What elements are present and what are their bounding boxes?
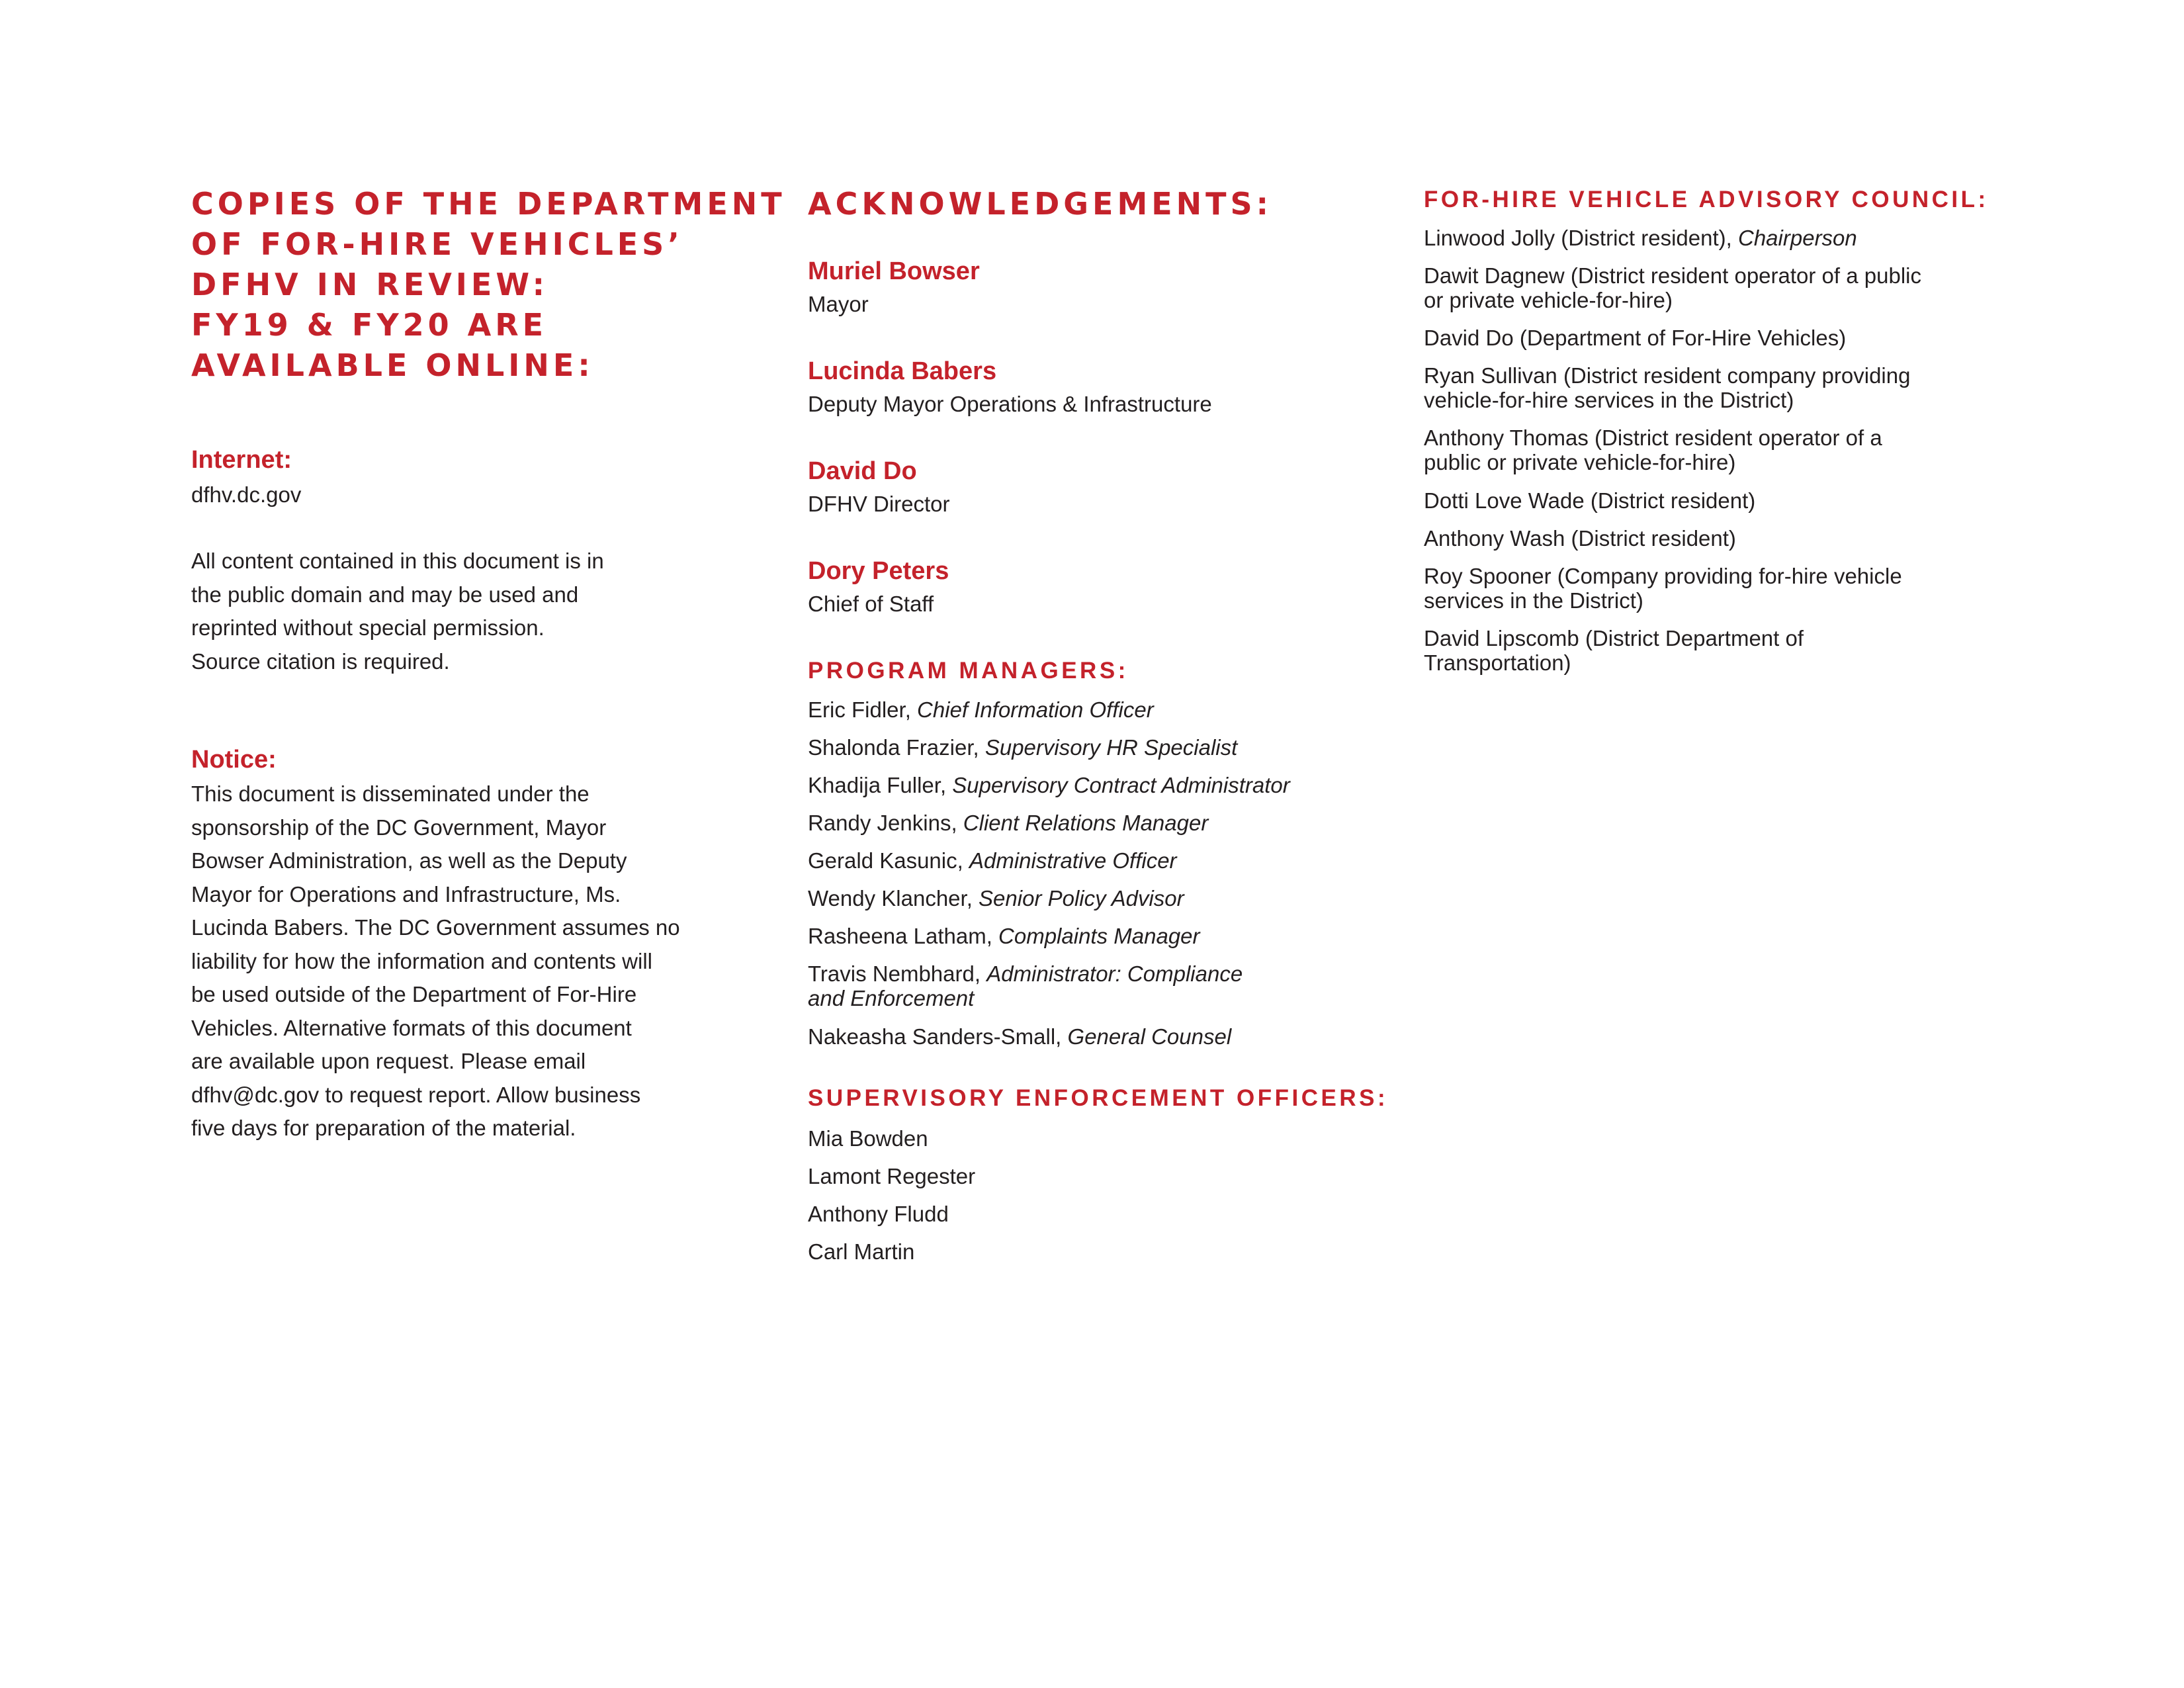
program-manager bbox=[808, 773, 1290, 797]
council-member-line: Ryan Sullivan (District resident company providing bbox=[1424, 363, 1911, 388]
program-manager bbox=[808, 735, 1237, 760]
council-member bbox=[1424, 425, 1882, 474]
council-member bbox=[1424, 326, 1846, 350]
public-domain-line: the public domain and may be used and bbox=[191, 582, 579, 607]
internet-label: Internet: bbox=[191, 446, 292, 474]
ack-person bbox=[808, 555, 949, 621]
council-member-line: Anthony Wash (District resident) bbox=[1424, 526, 1736, 551]
copies-heading bbox=[191, 184, 786, 386]
program-manager-name: Travis Nembhard, bbox=[808, 961, 981, 986]
ack-person bbox=[808, 255, 980, 321]
ack-person-name: Muriel Bowser bbox=[808, 257, 980, 285]
internet-link[interactable]: dfhv.dc.gov bbox=[191, 482, 302, 507]
enforcement-officer: Lamont Regester bbox=[808, 1164, 976, 1188]
program-manager-role: Senior Policy Advisor bbox=[979, 886, 1184, 911]
public-domain-line: reprinted without special permission. bbox=[191, 615, 545, 640]
ack-person bbox=[808, 455, 950, 521]
program-manager-line bbox=[808, 961, 1243, 986]
notice-line: Mayor for Operations and Infrastructure, Ms. bbox=[191, 881, 621, 907]
council-member-line: Dawit Dagnew (District resident operator of a public bbox=[1424, 263, 1921, 288]
notice-label: Notice: bbox=[191, 746, 277, 774]
program-manager bbox=[808, 697, 1154, 722]
program-manager-name: Gerald Kasunic, bbox=[808, 848, 963, 873]
council-member-role: Chairperson bbox=[1738, 226, 1857, 250]
program-manager-role: Supervisory HR Specialist bbox=[984, 735, 1238, 760]
council-member bbox=[1424, 564, 1902, 613]
program-manager-name: Rasheena Latham, bbox=[808, 924, 992, 948]
council-member-line: vehicle-for-hire services in the District) bbox=[1424, 388, 1794, 412]
copies-heading-line: FY19 & FY20 ARE bbox=[191, 307, 548, 343]
program-manager-role: Administrator: Compliance bbox=[986, 961, 1243, 986]
notice-line: five days for preparation of the material. bbox=[191, 1116, 576, 1140]
council-member-line: or private vehicle-for-hire) bbox=[1424, 288, 1673, 312]
program-manager-role: Client Relations Manager bbox=[963, 811, 1209, 835]
program-manager bbox=[808, 886, 1184, 911]
notice-line: Bowser Administration, as well as the Deputy bbox=[191, 848, 627, 873]
council-member bbox=[1424, 526, 1736, 551]
ack-person-name: Dory Peters bbox=[808, 557, 949, 585]
ack-person-name: Lucinda Babers bbox=[808, 357, 997, 385]
notice-text bbox=[191, 777, 680, 1145]
copies-heading-line: AVAILABLE ONLINE: bbox=[191, 347, 594, 383]
notice-line: Vehicles. Alternative formats of this document bbox=[191, 1015, 632, 1040]
council-member-line: services in the District) bbox=[1424, 588, 1643, 613]
council-member bbox=[1424, 263, 1921, 312]
ack-person bbox=[808, 355, 1212, 421]
notice-line: liability for how the information and contents will bbox=[191, 948, 653, 973]
notice-line: Lucinda Babers. The DC Government assumes no bbox=[191, 915, 680, 940]
council-member-line: David Lipscomb (District Department of bbox=[1424, 626, 1804, 650]
council-member bbox=[1424, 363, 1910, 412]
council-member bbox=[1424, 626, 1804, 675]
ack-person-title: Chief of Staff bbox=[808, 592, 934, 616]
program-manager-role: Chief Information Officer bbox=[917, 697, 1154, 722]
copies-heading-line: COPIES OF THE DEPARTMENT bbox=[191, 186, 786, 222]
council-member bbox=[1424, 488, 1755, 513]
program-manager bbox=[808, 811, 1208, 835]
ack-person-title: DFHV Director bbox=[808, 492, 950, 516]
council-member-line: Roy Spooner (Company providing for-hire vehicle bbox=[1424, 564, 1902, 588]
program-manager bbox=[808, 848, 1177, 873]
enforcement-officer: Mia Bowden bbox=[808, 1126, 928, 1151]
council-member-text: Linwood Jolly (District resident), bbox=[1424, 226, 1738, 250]
copies-heading-line: DFHV IN REVIEW: bbox=[191, 267, 549, 302]
enforcement-officer: Anthony Fludd bbox=[808, 1202, 949, 1226]
program-managers-heading: PROGRAM MANAGERS: bbox=[808, 658, 1129, 684]
program-manager bbox=[808, 924, 1200, 948]
council-member bbox=[1424, 226, 1857, 250]
program-manager-role: Supervisory Contract Administrator bbox=[952, 773, 1290, 797]
council-member-line: Dotti Love Wade (District resident) bbox=[1424, 488, 1756, 513]
notice-line: sponsorship of the DC Government, Mayor bbox=[191, 815, 607, 840]
notice-line: dfhv@dc.gov to request report. Allow business bbox=[191, 1082, 641, 1107]
program-manager-role: Administrative Officer bbox=[969, 848, 1177, 873]
acknowledgements-heading: ACKNOWLEDGEMENTS: bbox=[808, 186, 1273, 222]
program-manager bbox=[808, 961, 1243, 1010]
program-manager-name: Eric Fidler, bbox=[808, 697, 911, 722]
program-manager-name: Khadija Fuller, bbox=[808, 773, 947, 797]
enforcement-officers-heading: SUPERVISORY ENFORCEMENT OFFICERS: bbox=[808, 1085, 1389, 1111]
notice-line: be used outside of the Department of For-Hire bbox=[191, 982, 637, 1006]
ack-person-name: David Do bbox=[808, 457, 917, 485]
advisory-council-heading: FOR-HIRE VEHICLE ADVISORY COUNCIL: bbox=[1424, 187, 1989, 212]
program-manager-name: Nakeasha Sanders-Small, bbox=[808, 1024, 1062, 1049]
council-member-line: public or private vehicle-for-hire) bbox=[1424, 450, 1736, 474]
notice-line: This document is disseminated under the bbox=[191, 781, 590, 806]
public-domain-line: Source citation is required. bbox=[191, 648, 450, 674]
ack-person-title: Mayor bbox=[808, 292, 869, 316]
ack-person-title: Deputy Mayor Operations & Infrastructure bbox=[808, 392, 1212, 416]
program-manager-name: Wendy Klancher, bbox=[808, 886, 973, 911]
program-manager bbox=[808, 1024, 1231, 1049]
program-manager-name: Randy Jenkins, bbox=[808, 811, 957, 835]
copies-heading-line: OF FOR-HIRE VEHICLES’ bbox=[191, 226, 683, 262]
program-manager-role: General Counsel bbox=[1067, 1024, 1232, 1049]
council-member-line: Transportation) bbox=[1424, 650, 1571, 675]
program-manager-role: Complaints Manager bbox=[998, 924, 1200, 948]
council-member-line bbox=[1424, 226, 1857, 250]
public-domain-text bbox=[191, 545, 604, 678]
program-manager-role: and Enforcement bbox=[808, 986, 975, 1010]
public-domain-line: All content contained in this document is in bbox=[191, 549, 604, 573]
notice-line: are available upon request. Please email bbox=[191, 1049, 586, 1073]
council-member-line: Anthony Thomas (District resident operator of a bbox=[1424, 425, 1882, 450]
council-member-line: David Do (Department of For-Hire Vehicles) bbox=[1424, 326, 1847, 350]
program-manager-name: Shalonda Frazier, bbox=[808, 735, 979, 760]
enforcement-officer: Carl Martin bbox=[808, 1239, 915, 1264]
